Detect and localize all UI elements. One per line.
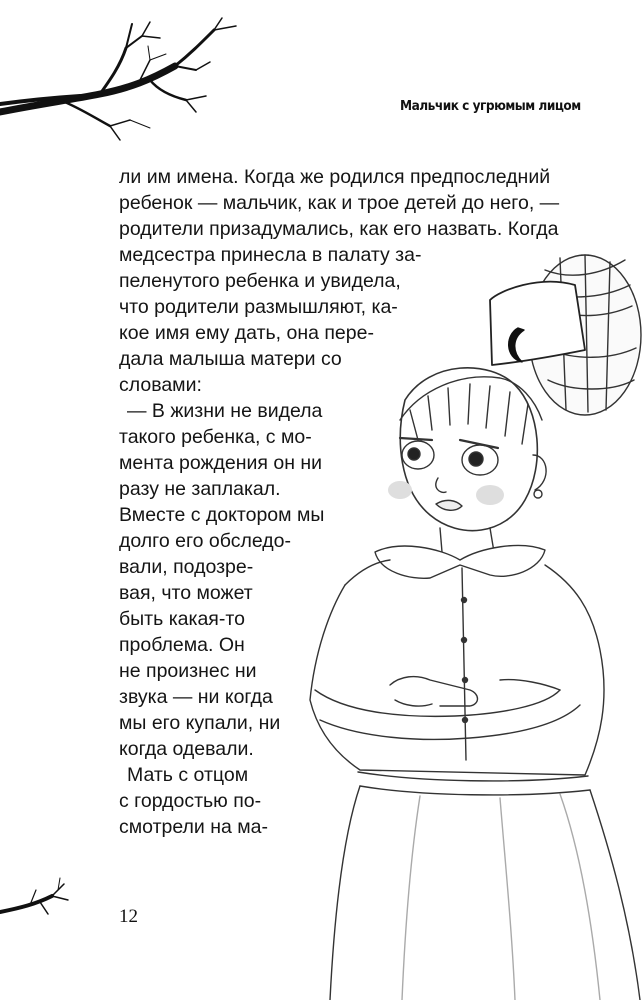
text-line: ли им имена. Когда же родился предпоследний: [119, 166, 551, 188]
text-line: Вместе с доктором мы: [119, 504, 325, 526]
text-line: когда одевали.: [119, 738, 254, 760]
nurse-illustration: [310, 255, 641, 1000]
text-line: звука — ни когда: [119, 686, 273, 708]
text-line: разу не заплакал.: [119, 478, 281, 500]
text-line: дала малыша матери со: [119, 348, 342, 370]
text-line: — В жизни не видела: [127, 400, 323, 422]
text-line: вая, что может: [119, 582, 253, 604]
text-line: такого ребенка, с мо-: [119, 426, 312, 448]
text-line: вали, подозре-: [119, 556, 254, 578]
text-line: родители призадумались, как его назвать. Когда: [119, 218, 559, 240]
text-line: словами:: [119, 374, 202, 396]
text-line: Мать с отцом: [127, 764, 249, 786]
tree-branch-top-icon: [0, 18, 236, 140]
text-line: быть какая-то: [119, 608, 245, 630]
text-line: ребенок — мальчик, как и трое детей до него, —: [119, 192, 560, 214]
text-line: с гордостью по-: [119, 790, 262, 812]
text-line: что родители размышляют, ка-: [119, 296, 398, 318]
text-line: пеленутого ребенка и увидела,: [119, 270, 401, 292]
text-line: мы его купали, ни: [119, 712, 281, 734]
text-line: медсестра принесла в палату за-: [119, 244, 422, 266]
page-number: 12: [119, 906, 138, 927]
text-line: смотрели на ма-: [119, 816, 269, 838]
text-line: не произнес ни: [119, 660, 257, 682]
text-line: мента рождения он ни: [119, 452, 323, 474]
text-line: проблема. Он: [119, 634, 245, 656]
running-head: Мальчик с угрюмым лицом: [400, 98, 581, 114]
text-line: долго его обследо-: [119, 530, 291, 552]
tree-branch-bottom-icon: [0, 878, 68, 914]
text-line: кое имя ему дать, она пере-: [119, 322, 374, 344]
